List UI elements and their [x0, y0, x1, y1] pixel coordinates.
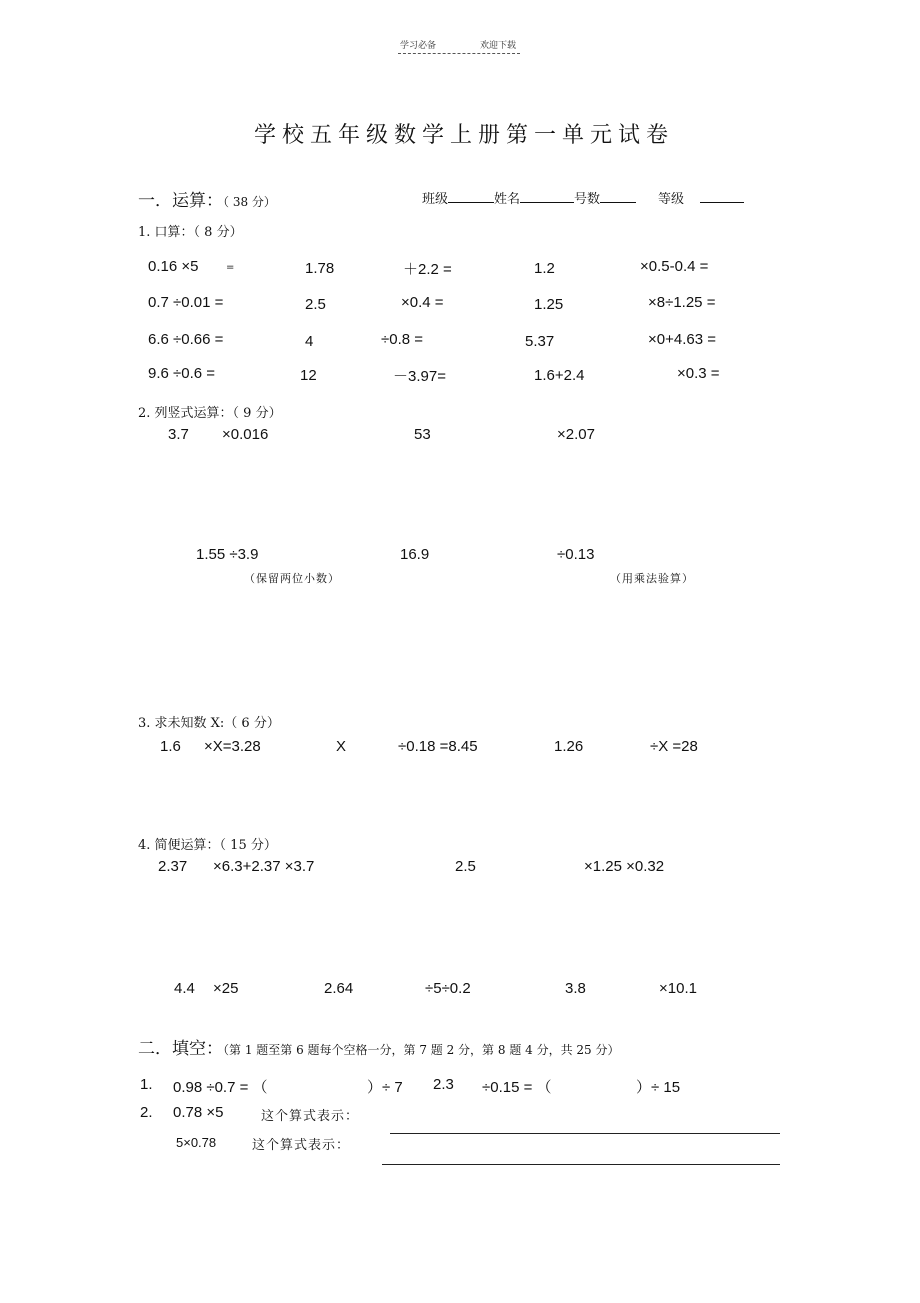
header-left-note: 学习必备: [400, 41, 437, 51]
q1-r1-c6: ×0.5-0.4 =: [640, 258, 709, 275]
s2-q2-meaning-label: 这个算式表示：: [261, 1109, 360, 1124]
q4-b-1: 2.5: [455, 858, 476, 875]
s2-q1-expr-a-end: ）÷ 7: [367, 1079, 403, 1096]
q1-r3-c5: ×0+4.63 =: [648, 331, 716, 348]
q2-b-2: ×2.07: [557, 426, 595, 443]
number-blank[interactable]: [600, 188, 636, 203]
q4-e-2: ×10.1: [659, 980, 697, 997]
q2-a-2: ×0.016: [222, 426, 269, 443]
q3-c-2: ÷X =28: [650, 738, 698, 755]
q3-a-1: 1.6: [160, 738, 181, 755]
q1-r2-c5: ×8÷1.25 =: [648, 294, 716, 311]
number-label: 号数: [574, 192, 601, 207]
s2-q2-expr: 0.78 ×5: [173, 1104, 224, 1121]
q4-d-2: ÷5÷0.2: [425, 980, 471, 997]
section1-header: [138, 186, 276, 211]
s2-q1-expr-b-end: ）÷ 15: [636, 1079, 681, 1096]
q1-label: 1. 口算：（ 8 分）: [138, 225, 243, 240]
s2-q2-num: 2.: [140, 1104, 153, 1121]
grade-blank[interactable]: [700, 188, 744, 203]
q4-d-1: 2.64: [324, 980, 354, 997]
q2-b-1: 53: [414, 426, 431, 443]
class-label: 班级: [422, 192, 449, 207]
q1-r2-c4: 1.25: [534, 296, 564, 313]
q1-r2-c3: ×0.4 =: [401, 294, 444, 311]
q1-r2-c2: 2.5: [305, 296, 326, 313]
student-info: [422, 188, 744, 207]
q1-r1-c2: =: [226, 262, 235, 273]
q1-r4-c5: ×0.3 =: [677, 365, 720, 382]
q4-e-1: 3.8: [565, 980, 586, 997]
q1-r3-c3: ÷0.8 =: [381, 331, 424, 348]
section2-heading: 二．填空：: [138, 1039, 223, 1059]
q4-a-2: ×6.3+2.37 ×3.7: [213, 858, 315, 875]
q2-c: 1.55 ÷3.9: [196, 546, 259, 563]
q2-note-round: （保留两位小数）: [244, 572, 340, 585]
q1-r4-c2: 12: [300, 367, 317, 384]
q1-r1-c1: 0.16 ×5: [148, 258, 199, 275]
s2-q1-expr-a: 0.98 ÷0.7 = （: [173, 1079, 268, 1096]
q4-b-2: ×1.25 ×0.32: [584, 858, 665, 875]
header-divider: [398, 53, 520, 54]
q1-r3-c1: 6.6 ÷0.66 =: [148, 331, 224, 348]
q1-r1-c4: ＋2.2 =: [403, 261, 452, 278]
q1-r1-c5: 1.2: [534, 260, 555, 277]
q2-d-2: ÷0.13: [557, 546, 595, 563]
s2-q1-num: 1.: [140, 1076, 153, 1093]
answer-line-1[interactable]: [390, 1133, 780, 1134]
q1-r2-c1: 0.7 ÷0.01 =: [148, 294, 224, 311]
q1-r1-c3: 1.78: [305, 260, 335, 277]
q3-c-1: 1.26: [554, 738, 584, 755]
section1-heading: 一．运算：: [138, 191, 223, 211]
q2-label: 2. 列竖式运算：（ 9 分）: [138, 406, 282, 421]
q1-r4-c3: －3.97=: [393, 368, 446, 385]
section2-header: [138, 1034, 619, 1059]
q1-r4-c4: 1.6+2.4: [534, 367, 585, 384]
q3-b-2: ÷0.18 =8.45: [398, 738, 478, 755]
s2-q1-expr-b-num: 2.3: [433, 1076, 454, 1093]
q1-r3-c4: 5.37: [525, 333, 555, 350]
class-blank[interactable]: [448, 188, 494, 203]
s2-q1-expr-b: ÷0.15 = （: [482, 1079, 552, 1096]
section2-points: （第 1 题至第 6 题每个空格一分，第 7 题 2 分，第 8 题 4 分，共 25 分）: [223, 1043, 620, 1057]
s2-q1-blank-a[interactable]: [297, 1076, 361, 1094]
section1-points: （ 38 分）: [223, 195, 276, 209]
q4-label: 4. 简便运算：（ 15 分）: [138, 838, 277, 853]
s2-q2b-meaning-label: 这个算式表示：: [252, 1138, 351, 1153]
q1-r4-c1: 9.6 ÷0.6 =: [148, 365, 216, 382]
header-right-note: 欢迎下载: [480, 41, 517, 51]
answer-line-2[interactable]: [382, 1164, 780, 1165]
q3-label: 3. 求未知数 X:（ 6 分）: [138, 716, 280, 731]
q4-c-2: ×25: [213, 980, 239, 997]
q2-d-1: 16.9: [400, 546, 430, 563]
q3-b-1: X: [336, 738, 347, 755]
q4-a-1: 2.37: [158, 858, 188, 875]
s2-q1-blank-b[interactable]: [576, 1076, 634, 1094]
s2-q2b-expr: 5×0.78: [176, 1135, 217, 1150]
name-label: 姓名: [494, 192, 521, 207]
q2-note-verify: （用乘法验算）: [610, 572, 694, 585]
q2-a-1: 3.7: [168, 426, 189, 443]
name-blank[interactable]: [520, 188, 574, 203]
page-title: 学校五年级数学上册第一单元试卷: [254, 123, 675, 148]
q3-a-2: ×X=3.28: [204, 738, 261, 755]
q1-r3-c2: 4: [305, 333, 314, 350]
grade-label: 等级: [658, 192, 685, 207]
q4-c-1: 4.4: [174, 980, 195, 997]
